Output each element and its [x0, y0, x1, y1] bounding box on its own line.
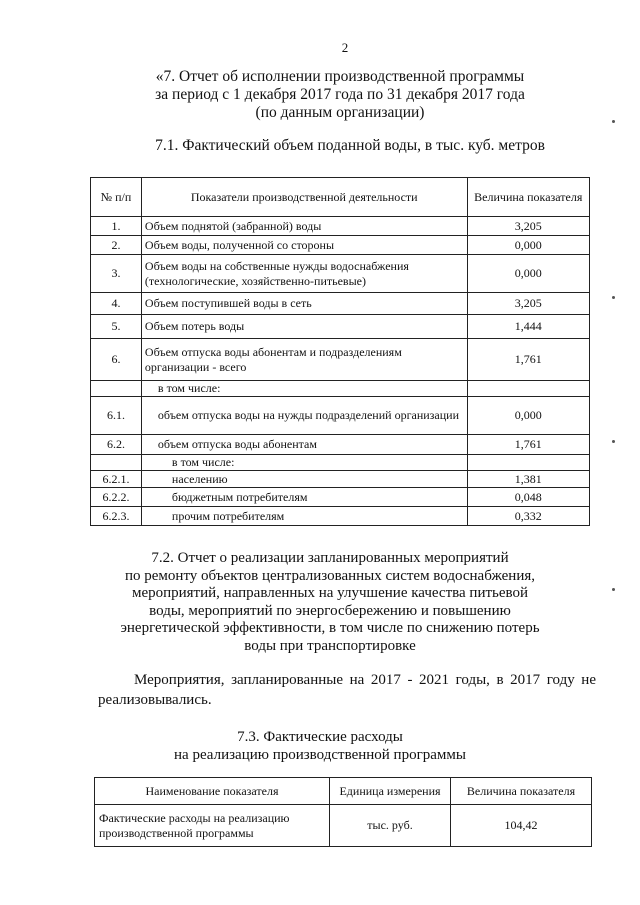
row-value: 3,205: [467, 293, 589, 315]
section-7-3-line: на реализацию производственной программы: [174, 747, 466, 763]
row-num: [91, 381, 142, 397]
column-header-num: № п/п: [91, 178, 142, 217]
scan-mark: [612, 296, 615, 299]
table-row: [91, 217, 590, 236]
row-name: объем отпуска воды абонентам: [141, 435, 467, 455]
row-value: [467, 455, 589, 471]
table-row: [91, 339, 590, 381]
section-7-3-heading: [150, 728, 490, 764]
row-num: 1.: [91, 217, 142, 236]
row-num: 3.: [91, 255, 142, 293]
scan-mark: [612, 120, 615, 123]
table-header-row: [95, 778, 592, 805]
table-row: [91, 471, 590, 488]
table-row: [91, 315, 590, 339]
row-value: 0,048: [467, 488, 589, 507]
section-7-2-line: мероприятий, направленных на улучшение качества питьевой: [131, 585, 529, 601]
report-title-line3: (по данным организации): [255, 104, 425, 121]
row-name: прочим потребителям: [141, 507, 467, 526]
row-value: 3,205: [467, 217, 589, 236]
table-row: [91, 381, 590, 397]
row-name: в том числе:: [141, 455, 467, 471]
table-row: [91, 455, 590, 471]
table-row: [91, 507, 590, 526]
table-row: [91, 488, 590, 507]
section-7-3-line: 7.3. Фактические расходы: [237, 729, 403, 745]
row-name: Объем поднятой (забранной) воды: [141, 217, 467, 236]
section-7-2-line: воды, мероприятий по энергосбережению и повышению: [149, 602, 511, 619]
row-num: 6.1.: [91, 397, 142, 435]
column-header-name: Наименование показателя: [95, 778, 330, 805]
table-row: [91, 293, 590, 315]
table-row: [91, 236, 590, 255]
column-header-value: Величина показателя: [451, 778, 592, 805]
row-value: 1,444: [467, 315, 589, 339]
row-value: 1,761: [467, 435, 589, 455]
column-header-value: Величина показателя: [467, 178, 589, 217]
row-value: 0,000: [467, 255, 589, 293]
section-7-2-line: энергетической эффективности, в том числе по снижению потерь: [120, 620, 540, 636]
row-name: Объем отпуска воды абонентам и подразделениям организации - всего: [141, 339, 467, 381]
row-name: Объем поступившей воды в сеть: [141, 293, 467, 315]
row-num: 2.: [91, 236, 142, 255]
expenses-table: [94, 777, 592, 847]
table-row: [91, 435, 590, 455]
report-title-line1: «7. Отчет об исполнении производственной программы: [155, 68, 525, 85]
scan-mark: [612, 588, 615, 591]
row-value: [467, 381, 589, 397]
table-row: [91, 255, 590, 293]
table-row: [95, 805, 592, 847]
column-header-name: Показатели производственной деятельности: [141, 178, 467, 217]
row-name: Фактические расходы на реализацию производственной программы: [95, 805, 330, 847]
water-volume-table: [90, 177, 590, 526]
report-title: [120, 68, 560, 122]
row-value: 1,761: [467, 339, 589, 381]
row-value: 0,332: [467, 507, 589, 526]
row-value: 1,381: [467, 471, 589, 488]
row-value: 0,000: [467, 397, 589, 435]
row-value: 104,42: [451, 805, 592, 847]
row-name: в том числе:: [141, 381, 467, 397]
row-name: Объем воды, полученной со стороны: [141, 236, 467, 255]
measures-paragraph: Мероприятия, запланированные на 2017 - 2021 годы, в 2017 году не реализовывались.: [98, 672, 596, 708]
row-num: 6.2.2.: [91, 488, 142, 507]
section-7-2-line: по ремонту объектов централизованных систем водоснабжения,: [124, 567, 535, 584]
column-header-unit: Единица измерения: [330, 778, 451, 805]
row-num: 6.: [91, 339, 142, 381]
table-header-row: [91, 178, 590, 217]
row-name: населению: [141, 471, 467, 488]
row-name: Объем воды на собственные нужды водоснабжения (технологические, хозяйственно-питьевые): [141, 255, 467, 293]
row-num: 5.: [91, 315, 142, 339]
row-name: бюджетным потребителям: [141, 488, 467, 507]
section-7-2-heading: [110, 550, 550, 655]
row-num: 6.2.3.: [91, 507, 142, 526]
row-value: 0,000: [467, 236, 589, 255]
table-row: [91, 397, 590, 435]
report-title-line2: за период с 1 декабря 2017 года по 31 декабря 2017 года: [155, 86, 525, 103]
row-num: [91, 455, 142, 471]
section-7-1-heading: 7.1. Фактический объем поданной воды, в тыс. куб. метров: [155, 137, 545, 154]
section-7-2-line: воды при транспортировке: [244, 637, 416, 654]
row-unit: тыс. руб.: [330, 805, 451, 847]
row-num: 4.: [91, 293, 142, 315]
row-num: 6.2.1.: [91, 471, 142, 488]
row-name: Объем потерь воды: [141, 315, 467, 339]
row-name: объем отпуска воды на нужды подразделений организации: [141, 397, 467, 435]
page-number: 2: [341, 40, 349, 55]
section-7-2-line: 7.2. Отчет о реализации запланированных мероприятий: [151, 550, 509, 566]
scan-mark: [612, 440, 615, 443]
row-num: 6.2.: [91, 435, 142, 455]
